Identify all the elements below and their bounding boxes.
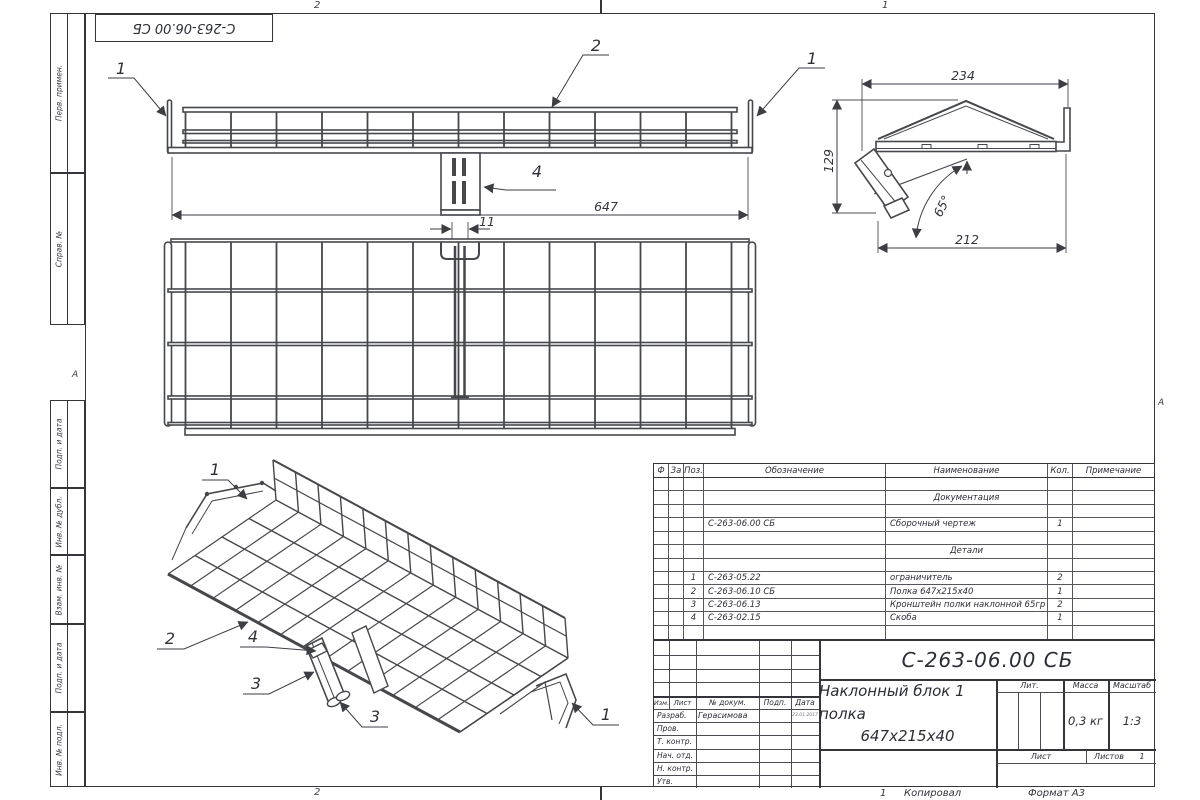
title-doc-number: С-263-06.00 СБ — [901, 648, 1074, 672]
lit-label: Лит. — [1020, 681, 1039, 690]
footer-copied-label: Копировал — [904, 788, 962, 799]
callout-4-clip: 4 — [531, 162, 543, 181]
specification-table — [653, 463, 1155, 640]
iso-left-limiter — [172, 481, 276, 560]
col-list: Лист — [673, 698, 692, 707]
side-dim-top: 234 — [951, 68, 975, 83]
side-dim-depth: 212 — [955, 232, 979, 247]
spec-row — [654, 505, 1154, 518]
sidebar-label: Взам. инв. № — [54, 564, 64, 615]
callout-4-clip: 4 — [247, 627, 259, 646]
spec-header-row: Ф За Поз. Обозначение Наименование Кол. Примечание — [654, 464, 1154, 478]
footer-format-label: Формат А3 — [1028, 788, 1085, 799]
spec-row: 4 С-263-02.15 Скоба 1 — [654, 612, 1154, 625]
front-dim-length: 647 — [594, 199, 618, 214]
sidebar-label: Перв. примен. — [54, 64, 64, 122]
top-stamp-doc-number: С-263-06.00 СБ — [95, 14, 273, 42]
iso-fence-posts — [273, 460, 568, 658]
zone-letter-left: А — [72, 370, 79, 380]
plan-clip-outline — [441, 242, 479, 259]
sign-name: Герасимова — [698, 711, 748, 720]
zone-number-top-left: 2 — [314, 0, 321, 11]
zone-letter-right: А — [1158, 398, 1165, 408]
sidebar-label: Справ. № — [54, 230, 64, 268]
mass-value: 0,3 кг — [1068, 713, 1103, 728]
sidebar-label: Подп. и дата — [54, 642, 64, 694]
spec-row — [654, 532, 1154, 545]
title-line-2: 647х215х40 — [860, 727, 955, 746]
mass-label: Масса — [1072, 681, 1099, 690]
sidebar-label: Подп. и дата — [54, 418, 64, 470]
side-dim-height: 129 — [821, 149, 836, 173]
callout-1-end: 1 — [209, 460, 221, 479]
spec-row: 3 С-263-06.13 Кронштейн полки наклонной 65гр 2 — [654, 599, 1154, 612]
spec-row-section: Детали — [654, 545, 1154, 558]
spec-row — [654, 626, 1154, 639]
callout-1-end-right: 1 — [600, 705, 612, 724]
title-line-1: Наклонный блок 1 полка — [819, 682, 965, 723]
zone-number-top-right: 1 — [882, 0, 889, 11]
title-block — [653, 640, 1155, 787]
iso-right-limiter — [500, 674, 576, 728]
callout-1-right: 1 — [806, 49, 818, 68]
sign-role: Нач. отд. — [657, 750, 693, 760]
sign-role: Н. контр. — [657, 763, 693, 773]
sign-role: Утв. — [657, 776, 673, 786]
callout-2-shelf: 2 — [164, 629, 176, 648]
sheets-label: Листов — [1094, 751, 1124, 761]
callout-3-bracket-b: 3 — [369, 707, 381, 726]
sign-role: Пров. — [657, 724, 679, 734]
spec-row — [654, 478, 1154, 491]
side-dim-angle: 65° — [930, 192, 954, 220]
plan-view — [165, 239, 756, 435]
side-wall-hook — [1056, 108, 1070, 151]
spec-row-section: Документация — [654, 491, 1154, 504]
sign-date: 23.01.2017 — [792, 713, 818, 718]
sign-role: Разраб. — [657, 711, 687, 720]
col-doc: № докум. — [709, 698, 746, 707]
col-sign: Подп. — [763, 698, 787, 707]
front-center-clip — [441, 153, 480, 215]
scale-label: Масштаб — [1112, 681, 1152, 690]
spec-row — [654, 559, 1154, 572]
side-bracket-hole — [885, 170, 892, 177]
sheets-value: 1 — [1139, 751, 1145, 761]
iso-view — [157, 460, 619, 732]
title-name — [819, 679, 996, 749]
sheet-label: Лист — [1030, 751, 1052, 761]
zone-number-bottom-left: 2 — [314, 787, 321, 798]
plan-center-bracket — [451, 246, 469, 397]
sidebar-label: Инв. № подл. — [54, 723, 64, 776]
spec-row: С-263-06.00 СБ Сборочный чертеж 1 — [654, 518, 1154, 531]
front-dim-clip-width: 11 — [479, 214, 495, 229]
callout-3-bracket-a: 3 — [250, 674, 262, 693]
sign-role: Т. контр. — [657, 737, 692, 747]
callout-1-left: 1 — [115, 59, 127, 78]
col-izm: Изм. — [653, 698, 670, 707]
callout-2-rail: 2 — [590, 36, 602, 55]
spec-row: 1 С-263-05.22 ограничитель 2 — [654, 572, 1154, 585]
spec-row: 2 С-263-06.10 СБ Полка 647х215х40 1 — [654, 585, 1154, 598]
footer-copy-number: 1 — [880, 788, 887, 799]
sidebar-label: Инв. № дубл. — [54, 495, 64, 548]
front-view — [108, 36, 825, 240]
plan-grid-wires — [186, 242, 732, 429]
scale-value: 1:3 — [1122, 713, 1142, 728]
iso-long-wires — [168, 500, 568, 732]
side-view — [821, 68, 1070, 253]
col-date: Дата — [795, 698, 815, 707]
